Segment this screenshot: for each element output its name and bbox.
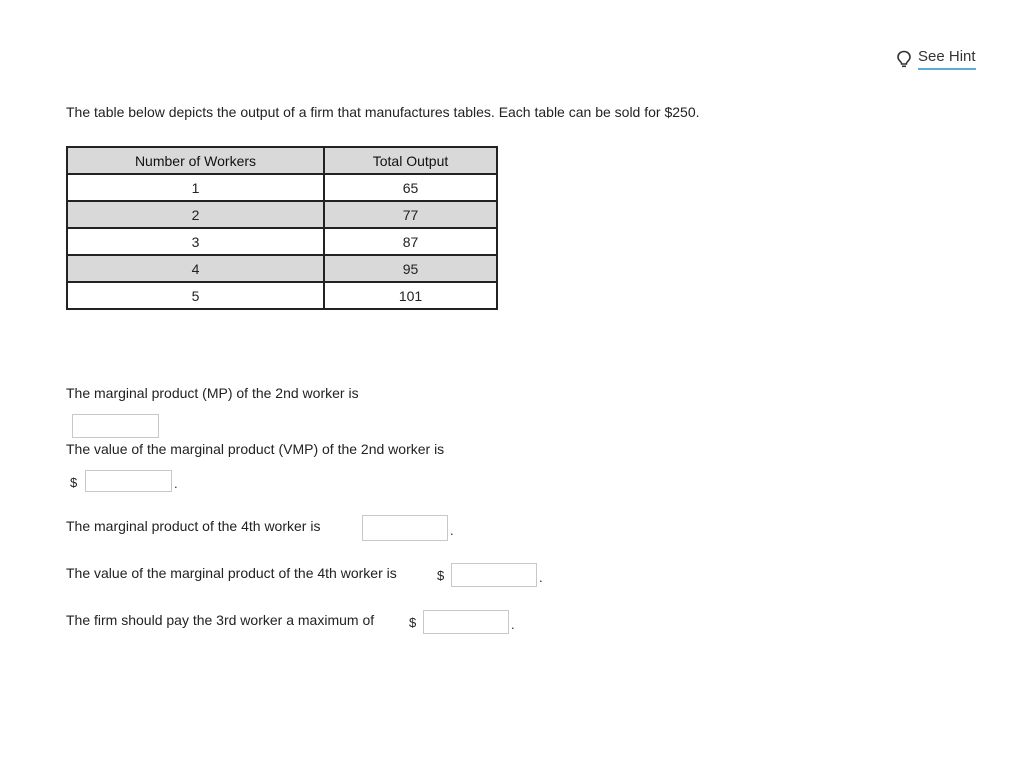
table-row: [67, 255, 497, 282]
intro-text: The table below depicts the output of a firm that manufactures tables. Each table can be sold for $250.: [66, 104, 700, 120]
question-max-pay-3rd-worker: The firm should pay the 3rd worker a maximum of: [66, 612, 375, 628]
see-hint-label: See Hint: [918, 48, 976, 70]
vmp-4th-worker-input[interactable]: [451, 563, 537, 587]
dollar-sign: $: [409, 615, 417, 630]
workers-cell: 3: [67, 228, 324, 255]
output-cell: 87: [324, 228, 497, 255]
table-header-row: [67, 147, 497, 174]
dollar-sign: $: [70, 475, 78, 490]
output-cell: 101: [324, 282, 497, 309]
period: .: [450, 523, 454, 538]
period: .: [174, 476, 178, 491]
mp-4th-worker-input[interactable]: [362, 515, 448, 541]
period: .: [511, 617, 515, 632]
question-vmp-2nd-worker: The value of the marginal product (VMP) of the 2nd worker is: [66, 441, 445, 457]
dollar-sign: $: [437, 568, 445, 583]
question-mp-2nd-worker: The marginal product (MP) of the 2nd worker is: [66, 385, 359, 401]
table-row: [67, 201, 497, 228]
question-mp-4th-worker: The marginal product of the 4th worker is: [66, 518, 321, 534]
output-table: [66, 146, 498, 310]
max-pay-3rd-worker-input[interactable]: [423, 610, 509, 634]
workers-cell: 5: [67, 282, 324, 309]
mp-2nd-worker-input[interactable]: [72, 414, 159, 438]
output-cell: 65: [324, 174, 497, 201]
question-vmp-4th-worker: The value of the marginal product of the 4th worker is: [66, 565, 397, 581]
workers-cell: 2: [67, 201, 324, 228]
lightbulb-icon: [896, 50, 912, 68]
workers-cell: 4: [67, 255, 324, 282]
workers-cell: 1: [67, 174, 324, 201]
table-row: [67, 228, 497, 255]
output-cell: 95: [324, 255, 497, 282]
table-row: [67, 174, 497, 201]
header-number-of-workers: Number of Workers: [67, 147, 324, 174]
table-row: [67, 282, 497, 309]
see-hint-link[interactable]: [896, 48, 976, 70]
vmp-2nd-worker-input[interactable]: [85, 470, 172, 492]
output-cell: 77: [324, 201, 497, 228]
header-total-output: Total Output: [324, 147, 497, 174]
period: .: [539, 570, 543, 585]
